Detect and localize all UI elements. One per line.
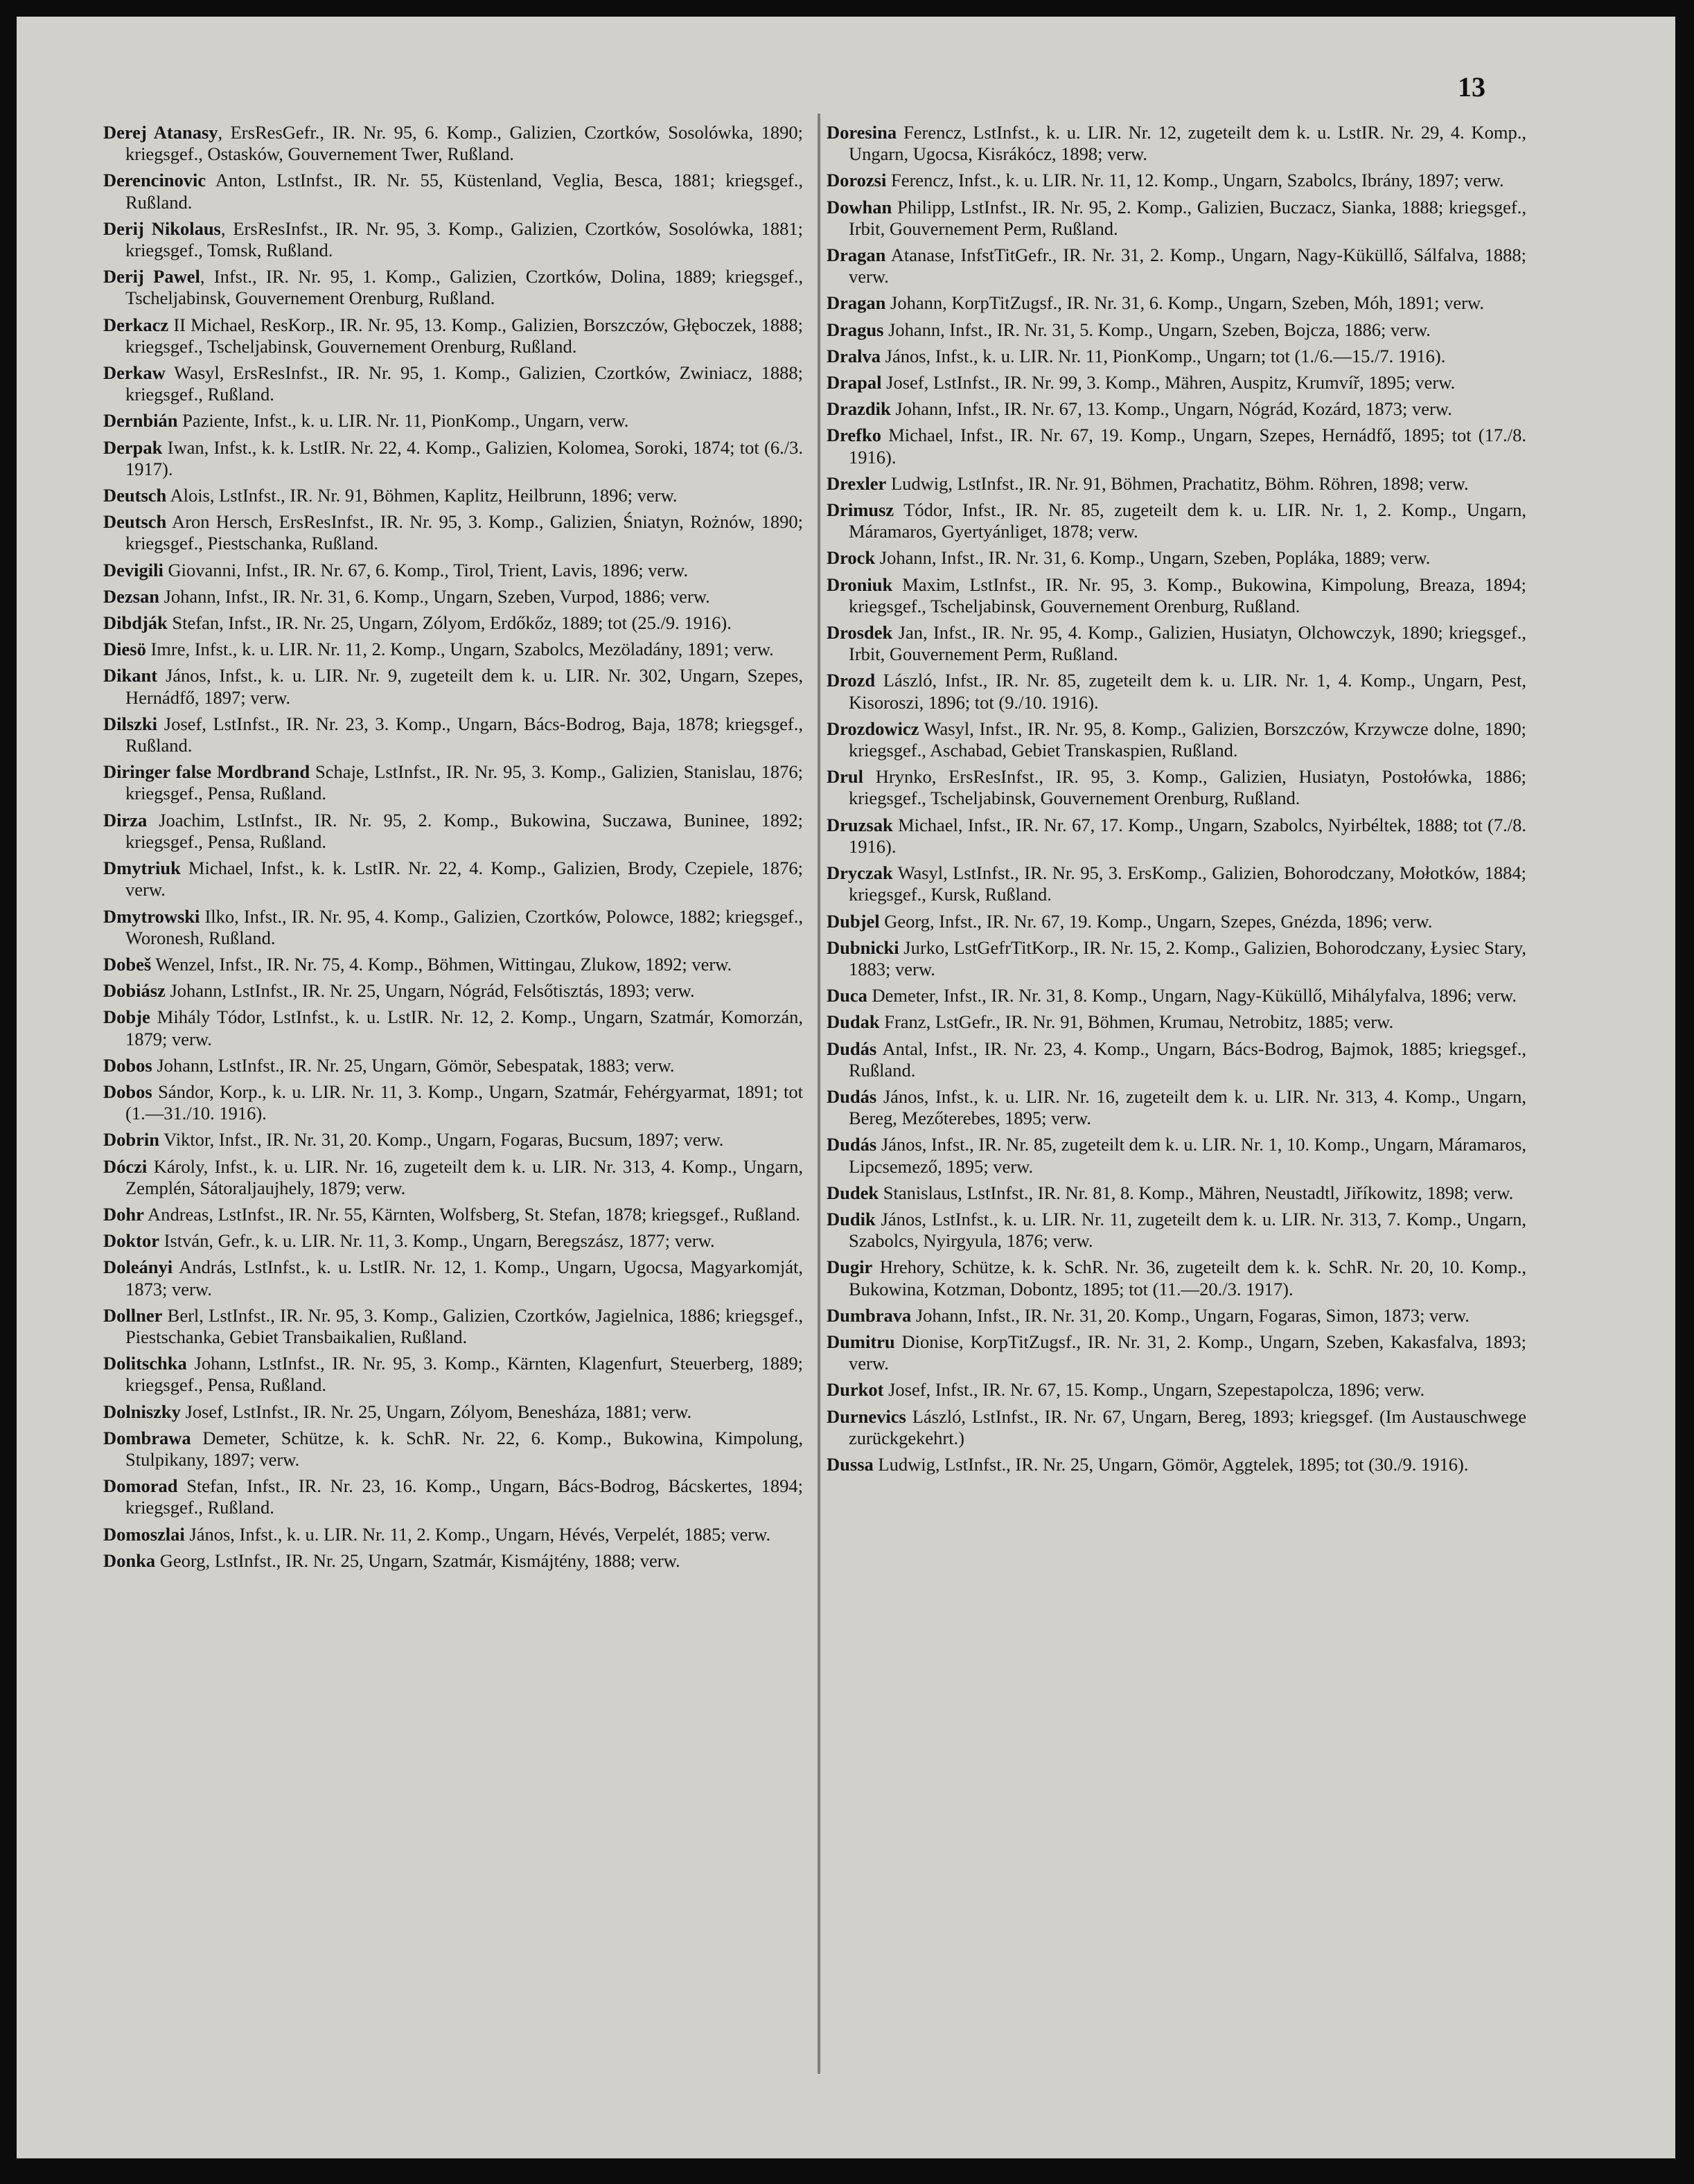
entry-surname: Donka: [103, 1550, 156, 1571]
entry-surname: Drexler: [827, 472, 887, 494]
entry-surname: Derij Nikolaus: [103, 217, 221, 239]
entry-surname: Domoszlai: [103, 1523, 185, 1545]
entry-surname: Drefko: [827, 425, 881, 446]
entry-surname: Derencinovic: [103, 170, 206, 191]
list-entry: [103, 810, 803, 853]
entry-surname: Dragus: [827, 319, 884, 340]
entry-surname: Dowhan: [827, 196, 892, 217]
list-entry: [103, 170, 803, 213]
list-entry: [103, 511, 803, 554]
entry-details: János, Infst., k. u. LIR. Nr. 11, 2. Komp., Ungarn, Hévés, Verpelét, 1885; verw.: [184, 1523, 771, 1545]
entry-surname: Dilszki: [103, 713, 158, 734]
list-entry: [827, 1011, 1526, 1033]
entry-details: János, Infst., k. u. LIR. Nr. 9, zugeteilt dem k. u. LIR. Nr. 302, Ungarn, Szepes, Hernádfő, 1897; verw.: [125, 665, 803, 708]
entry-details: Wasyl, ErsResInfst., IR. Nr. 95, 1. Komp., Galizien, Czortków, Zwiniacz, 1888; kriegsgef., Rußland.: [125, 362, 803, 405]
list-entry: [827, 1305, 1526, 1326]
entry-details: Andreas, LstInfst., IR. Nr. 55, Kärnten, Wolfsberg, St. Stefan, 1878; kriegsgef., Rußland.: [143, 1203, 800, 1225]
entry-surname: Droniuk: [827, 574, 893, 595]
list-entry: [103, 980, 803, 1002]
list-entry: [103, 1475, 803, 1518]
list-entry: [827, 1086, 1526, 1129]
list-entry: [103, 1428, 803, 1471]
entry-details: Dionise, KorpTitZugsf., IR. Nr. 31, 2. Komp., Ungarn, Szeben, Kakasfalva, 1893; verw.: [849, 1331, 1526, 1374]
list-entry: [103, 1129, 803, 1151]
page-number: 13: [1458, 71, 1485, 103]
list-entry: [103, 560, 803, 581]
entry-surname: Dohr: [103, 1203, 144, 1225]
entry-surname: Deutsch: [103, 485, 167, 506]
entry-surname: Dikant: [103, 665, 158, 686]
entry-details: András, LstInfst., k. u. LstIR. Nr. 12, 1. Komp., Ungarn, Ugocsa, Magyarkomját, 1873; verw.: [125, 1257, 803, 1299]
entry-surname: Dernbián: [103, 410, 178, 432]
list-entry: [103, 266, 803, 309]
entry-details: Josef, LstInfst., IR. Nr. 99, 3. Komp., Mähren, Auspitz, Krumvíř, 1895; verw.: [881, 372, 1456, 393]
entry-surname: Drul: [827, 766, 863, 788]
entry-surname: Dezsan: [103, 585, 159, 607]
entry-details: János, Infst., IR. Nr. 85, zugeteilt dem k. u. LIR. Nr. 1, 10. Komp., Ungarn, Máramaros, Lipcsemező, 1895; verw.: [849, 1134, 1526, 1177]
entry-surname: Dudak: [827, 1011, 880, 1033]
list-entry: [827, 1406, 1526, 1449]
entry-details: Georg, Infst., IR. Nr. 67, 19. Komp., Ungarn, Szepes, Gnézda, 1896; verw.: [879, 910, 1433, 932]
entry-details: , Infst., IR. Nr. 95, 1. Komp., Galizien, Czortków, Dolina, 1889; kriegsgef., Tscheljabinsk, Gouvernement Orenburg, Rußland.: [125, 266, 803, 309]
entry-details: Johann, Infst., IR. Nr. 67, 13. Komp., Ungarn, Nógrád, Kozárd, 1873; verw.: [890, 398, 1452, 420]
list-entry: [827, 197, 1526, 240]
entry-surname: Drosdek: [827, 622, 893, 643]
entry-details: Berl, LstInfst., IR. Nr. 95, 3. Komp., Galizien, Czortków, Jagielnica, 1886; kriegsgef., Piestschanka, Gebiet Transbaikalien, Rußland.: [125, 1304, 803, 1347]
right-column: [827, 122, 1526, 1480]
entry-surname: Dryczak: [827, 862, 893, 884]
entry-surname: Druzsak: [827, 814, 893, 835]
entry-details: Giovanni, Infst., IR. Nr. 67, 6. Komp., Tirol, Trient, Lavis, 1896; verw.: [163, 559, 689, 580]
entry-surname: Durnevics: [827, 1405, 906, 1427]
entry-details: Philipp, LstInfst., IR. Nr. 95, 2. Komp., Galizien, Buczacz, Sianka, 1888; kriegsgef., Irbit, Gouvernement Perm, Rußland.: [849, 196, 1526, 239]
entry-surname: Dudik: [827, 1208, 876, 1229]
entry-details: Joachim, LstInfst., IR. Nr. 95, 2. Komp., Bukowina, Suczawa, Buninee, 1892; kriegsgef., Pensa, Rußland.: [125, 809, 803, 852]
entry-surname: Dobos: [103, 1054, 152, 1076]
entry-details: Ludwig, LstInfst., IR. Nr. 91, Böhmen, Prachatitz, Böhm. Röhren, 1898; verw.: [886, 472, 1469, 494]
entry-details: Sándor, Korp., k. u. LIR. Nr. 11, 3. Komp., Ungarn, Szatmár, Fehérgyarmat, 1891; tot (1.—31./10. 1916).: [125, 1081, 803, 1124]
entry-details: János, LstInfst., k. u. LIR. Nr. 11, zugeteilt dem k. u. LIR. Nr. 313, 7. Komp., Ungarn, Szabolcs, Nyirgyula, 1876; verw.: [849, 1208, 1526, 1252]
entry-details: Mihály Tódor, LstInfst., k. u. LstIR. Nr. 12, 2. Komp., Ungarn, Szatmár, Komorzán, 1879; verw.: [125, 1006, 803, 1049]
entry-details: Anton, LstInfst., IR. Nr. 55, Küstenland, Veglia, Besca, 1881; kriegsgef., Rußland.: [125, 170, 803, 213]
list-entry: [827, 499, 1526, 542]
entry-surname: Diesö: [103, 639, 146, 660]
entry-surname: Derpak: [103, 436, 163, 458]
list-entry: [103, 1230, 803, 1252]
entry-surname: Doresina: [827, 122, 897, 143]
list-entry: [103, 639, 803, 660]
entry-details: Tódor, Infst., IR. Nr. 85, zugeteilt dem k. u. LIR. Nr. 1, 2. Komp., Ungarn, Máramaros, Gyertyánliget, 1878; verw.: [849, 499, 1526, 542]
list-entry: [827, 1209, 1526, 1252]
list-entry: [827, 425, 1526, 468]
list-entry: [827, 670, 1526, 713]
list-entry: [103, 1257, 803, 1299]
entry-surname: Domorad: [103, 1475, 178, 1497]
entry-surname: Dubnicki: [827, 936, 899, 958]
entry-details: Johann, LstInfst., IR. Nr. 25, Ungarn, Nógrád, Felsőtisztás, 1893; verw.: [165, 980, 695, 1002]
list-entry: [103, 218, 803, 261]
entry-details: Wasyl, Infst., IR. Nr. 95, 8. Komp., Galizien, Borszczów, Krzywcze dolne, 1890; kriegsgef., Aschabad, Gebiet Transkaspien, Rußland.: [849, 718, 1526, 761]
entry-surname: Dubjel: [827, 910, 880, 932]
list-entry: [827, 622, 1526, 665]
entry-surname: Diringer false Mordbrand: [103, 761, 310, 783]
list-entry: [827, 547, 1526, 569]
list-entry: [103, 713, 803, 756]
entry-surname: Dragan: [827, 292, 886, 314]
entry-surname: Durkot: [827, 1379, 884, 1401]
list-entry: [103, 362, 803, 405]
entry-details: Johann, Infst., IR. Nr. 31, 5. Komp., Ungarn, Szeben, Bojcza, 1886; verw.: [883, 319, 1431, 340]
entry-surname: Dobje: [103, 1006, 150, 1028]
entry-details: Josef, LstInfst., IR. Nr. 23, 3. Komp., Ungarn, Bács-Bodrog, Baja, 1878; kriegsgef., Rußland.: [125, 713, 803, 756]
entry-details: Michael, Infst., IR. Nr. 67, 17. Komp., Ungarn, Szabolcs, Nyirbéltek, 1888; tot (7./8. 1916).: [849, 814, 1526, 857]
list-entry: [103, 1204, 803, 1225]
list-entry: [103, 1524, 803, 1545]
entry-details: Georg, LstInfst., IR. Nr. 25, Ungarn, Szatmár, Kismájtény, 1888; verw.: [155, 1550, 680, 1571]
entry-surname: Doleányi: [103, 1257, 173, 1278]
entry-details: Johann, Infst., IR. Nr. 31, 6. Komp., Ungarn, Szeben, Popláka, 1889; verw.: [875, 547, 1431, 569]
list-entry: [827, 1182, 1526, 1204]
entry-details: Stanislaus, LstInfst., IR. Nr. 81, 8. Komp., Mähren, Neustadtl, Jiříkowitz, 1898; verw.: [879, 1182, 1514, 1203]
entry-details: Maxim, LstInfst., IR. Nr. 95, 3. Komp., Bukowina, Kimpolung, Breaza, 1894; kriegsgef., Tscheljabinsk, Gouvernement Orenburg, Rußland.: [849, 574, 1526, 616]
entry-surname: Drozd: [827, 670, 876, 691]
entry-surname: Derkaw: [103, 362, 166, 384]
list-entry: [103, 122, 803, 165]
list-entry: [827, 1379, 1526, 1401]
list-entry: [103, 485, 803, 506]
entry-details: Hrynko, ErsResInfst., IR. 95, 3. Komp., Galizien, Husiatyn, Postołówka, 1886; kriegsgef., Tscheljabinsk, Gouvernement Orenburg, Rußland.: [849, 766, 1526, 809]
entry-details: Paziente, Infst., k. u. LIR. Nr. 11, PionKomp., Ungarn, verw.: [177, 410, 629, 432]
list-entry: [827, 574, 1526, 617]
list-entry: [103, 1081, 803, 1124]
entry-details: Wenzel, Infst., IR. Nr. 75, 4. Komp., Böhmen, Wittingau, Zlukow, 1892; verw.: [151, 953, 732, 975]
list-entry: [827, 1038, 1526, 1081]
list-entry: [827, 937, 1526, 980]
entry-surname: Devigili: [103, 559, 164, 580]
list-entry: [827, 1257, 1526, 1299]
entry-surname: Dibdják: [103, 612, 168, 634]
entry-details: Károly, Infst., k. u. LIR. Nr. 16, zugeteilt dem k. u. LIR. Nr. 313, 4. Komp., Ungarn, Zemplén, Sátoraljaujhely, 1879; verw.: [125, 1155, 803, 1198]
list-entry: [827, 245, 1526, 287]
list-entry: [103, 1006, 803, 1049]
list-entry: [827, 862, 1526, 905]
list-entry: [103, 761, 803, 804]
entry-details: Stefan, Infst., IR. Nr. 23, 16. Komp., Ungarn, Bács-Bodrog, Bácskertes, 1894; kriegsgef., Rußland.: [125, 1475, 803, 1518]
list-entry: [103, 1305, 803, 1348]
entry-surname: Dmytrowski: [103, 905, 200, 927]
entry-details: László, Infst., IR. Nr. 85, zugeteilt dem k. u. LIR. Nr. 1, 4. Komp., Ungarn, Pest, Kisoroszi, 1896; tot (9./10. 1916).: [849, 670, 1526, 713]
entry-surname: Dumbrava: [827, 1304, 912, 1326]
entry-surname: Dralva: [827, 345, 881, 366]
entry-details: Ilko, Infst., IR. Nr. 95, 4. Komp., Galizien, Czortków, Polowce, 1882; kriegsgef., Woronesh, Rußland.: [125, 905, 803, 948]
entry-details: , ErsResGefr., IR. Nr. 95, 6. Komp., Galizien, Czortków, Sosolówka, 1890; kriegsgef., Ostasków, Gouvernement Twer, Rußland.: [125, 122, 803, 165]
list-entry: [103, 314, 803, 357]
list-entry: [827, 398, 1526, 420]
list-entry: [103, 858, 803, 900]
entry-details: Jurko, LstGefrTitKorp., IR. Nr. 15, 2. Komp., Galizien, Bohorodczany, Łysiec Stary, 1883; verw.: [849, 936, 1526, 979]
list-entry: [103, 906, 803, 949]
entry-details: Johann, LstInfst., IR. Nr. 95, 3. Komp., Kärnten, Klagenfurt, Steuerberg, 1889; kriegsgef., Pensa, Rußland.: [125, 1353, 803, 1396]
list-entry: [103, 954, 803, 975]
entry-details: Ferencz, Infst., k. u. LIR. Nr. 11, 12. Komp., Ungarn, Szabolcs, Ibrány, 1897; verw.: [886, 170, 1504, 191]
entry-details: Josef, LstInfst., IR. Nr. 25, Ungarn, Zólyom, Benesháza, 1881; verw.: [180, 1401, 692, 1422]
left-column: [103, 122, 803, 1577]
entry-details: Viktor, Infst., IR. Nr. 31, 20. Komp., Ungarn, Fogaras, Bucsum, 1897; verw.: [159, 1129, 724, 1151]
entry-surname: Doktor: [103, 1230, 159, 1252]
entry-details: Alois, LstInfst., IR. Nr. 91, Böhmen, Kaplitz, Heilbrunn, 1896; verw.: [166, 485, 678, 506]
entry-surname: Dolniszky: [103, 1401, 181, 1422]
list-entry: [827, 346, 1526, 367]
list-entry: [827, 372, 1526, 393]
entry-surname: Dudás: [827, 1038, 877, 1059]
entry-surname: Dombrawa: [103, 1427, 191, 1448]
entry-details: Michael, Infst., k. k. LstIR. Nr. 22, 4. Komp., Galizien, Brody, Czepiele, 1876; verw.: [125, 858, 803, 900]
entry-details: Hrehory, Schütze, k. k. SchR. Nr. 36, zugeteilt dem k. k. SchR. Nr. 20, 10. Komp., Bukowina, Kotzman, Dobontz, 1895; tot (11.—20./3. 1917).: [849, 1257, 1526, 1299]
entry-details: Imre, Infst., k. u. LIR. Nr. 11, 2. Komp., Ungarn, Szabolcs, Mezöladány, 1891; verw.: [145, 639, 774, 660]
entry-details: Demeter, Schütze, k. k. SchR. Nr. 22, 6. Komp., Bukowina, Kimpolung, Stulpikany, 1897; verw.: [125, 1427, 803, 1470]
entry-details: István, Gefr., k. u. LIR. Nr. 11, 3. Komp., Ungarn, Beregszász, 1877; verw.: [159, 1230, 715, 1252]
entry-surname: Dobos: [103, 1081, 152, 1102]
entry-surname: Derkacz: [103, 314, 169, 335]
entry-surname: Dudek: [827, 1182, 879, 1203]
entry-surname: Drock: [827, 547, 876, 569]
entry-details: Johann, Infst., IR. Nr. 31, 6. Komp., Ungarn, Szeben, Vurpod, 1886; verw.: [159, 585, 710, 607]
entry-details: Demeter, Infst., IR. Nr. 31, 8. Komp., Ungarn, Nagy-Küküllő, Mihályfalva, 1896; verw.: [867, 985, 1517, 1006]
entry-surname: Dudás: [827, 1134, 877, 1155]
list-entry: [103, 586, 803, 607]
entry-details: Johann, Infst., IR. Nr. 31, 20. Komp., Ungarn, Fogaras, Simon, 1873; verw.: [911, 1304, 1470, 1326]
entry-details: Ferencz, LstInfst., k. u. LIR. Nr. 12, zugeteilt dem k. u. LstIR. Nr. 29, 4. Komp., Ungarn, Ugocsa, Kisrákócz, 1898; verw.: [849, 122, 1526, 165]
entry-details: János, Infst., k. u. LIR. Nr. 11, PionKomp., Ungarn; tot (1./6.—15./7. 1916).: [881, 345, 1446, 366]
entry-surname: Dirza: [103, 809, 148, 831]
entry-surname: Dumitru: [827, 1331, 895, 1352]
list-entry: [103, 1353, 803, 1396]
entry-surname: Dudás: [827, 1085, 877, 1107]
entry-surname: Dobeš: [103, 953, 152, 975]
entry-details: Iwan, Infst., k. k. LstIR. Nr. 22, 4. Komp., Galizien, Kolomea, Soroki, 1874; tot (6./3. 1917).: [125, 436, 803, 479]
entry-details: Jan, Infst., IR. Nr. 95, 4. Komp., Galizien, Husiatyn, Olchowczyk, 1890; kriegsgef., Irbit, Gouvernement Perm, Rußland.: [849, 622, 1526, 665]
list-entry: [827, 473, 1526, 495]
entry-details: János, Infst., k. u. LIR. Nr. 16, zugeteilt dem k. u. LIR. Nr. 313, 4. Komp., Ungarn, Bereg, Mezőterebes, 1895; verw.: [849, 1085, 1526, 1129]
entry-details: Michael, Infst., IR. Nr. 67, 19. Komp., Ungarn, Szepes, Hernádfő, 1895; tot (17./8. 1916).: [849, 425, 1526, 468]
entry-details: Atanase, InfstTitGefr., IR. Nr. 31, 2. Komp., Ungarn, Nagy-Küküllő, Sálfalva, 1888; verw.: [849, 245, 1526, 287]
entry-surname: Derej Atanasy: [103, 122, 218, 143]
list-entry: [827, 319, 1526, 341]
document-page: [17, 17, 1675, 2158]
entry-surname: Duca: [827, 985, 867, 1006]
list-entry: [103, 1401, 803, 1423]
list-entry: [827, 718, 1526, 761]
list-entry: [103, 1550, 803, 1572]
list-entry: [827, 1454, 1526, 1475]
entry-surname: Drapal: [827, 372, 882, 393]
list-entry: [103, 1156, 803, 1199]
entry-details: László, LstInfst., IR. Nr. 67, Ungarn, Bereg, 1893; kriegsgef. (Im Austauschwege zurückgekehrt.): [849, 1405, 1526, 1448]
entry-surname: Drimusz: [827, 499, 894, 521]
list-entry: [103, 665, 803, 708]
column-divider: [818, 114, 820, 2074]
entry-details: Franz, LstGefr., IR. Nr. 91, Böhmen, Krumau, Netrobitz, 1885; verw.: [879, 1011, 1394, 1033]
entry-surname: Dóczi: [103, 1155, 148, 1177]
list-entry: [827, 122, 1526, 165]
list-entry: [827, 815, 1526, 858]
list-entry: [827, 292, 1526, 314]
list-entry: [827, 985, 1526, 1006]
entry-surname: Drazdik: [827, 398, 891, 420]
entry-details: Josef, Infst., IR. Nr. 67, 15. Komp., Ungarn, Szepestapolcza, 1896; verw.: [883, 1379, 1425, 1401]
entry-surname: Dmytriuk: [103, 858, 181, 879]
entry-surname: Dollner: [103, 1304, 163, 1326]
list-entry: [103, 1055, 803, 1076]
entry-details: Schaje, LstInfst., IR. Nr. 95, 3. Komp., Galizien, Stanislau, 1876; kriegsgef., Pensa, Rußland.: [125, 761, 803, 804]
entry-details: Stefan, Infst., IR. Nr. 25, Ungarn, Zólyom, Erdőkőz, 1889; tot (25./9. 1916).: [167, 612, 732, 634]
entry-surname: Dobrin: [103, 1129, 159, 1151]
entry-surname: Dugir: [827, 1257, 873, 1278]
list-entry: [103, 437, 803, 480]
list-entry: [827, 911, 1526, 932]
entry-details: Johann, LstInfst., IR. Nr. 25, Ungarn, Gömör, Sebespatak, 1883; verw.: [152, 1054, 675, 1076]
entry-surname: Derij Pawel: [103, 266, 200, 287]
entry-details: Johann, KorpTitZugsf., IR. Nr. 31, 6. Komp., Ungarn, Szeben, Móh, 1891; verw.: [885, 292, 1485, 314]
entry-details: II Michael, ResKorp., IR. Nr. 95, 13. Komp., Galizien, Borszczów, Głęboczek, 1888; kriegsgef., Tscheljabinsk, Gouvernement Orenburg, Rußland.: [125, 314, 803, 357]
entry-details: , ErsResInfst., IR. Nr. 95, 3. Komp., Galizien, Czortków, Sosolówka, 1881; kriegsgef., Tomsk, Rußland.: [125, 217, 803, 261]
entry-surname: Dussa: [827, 1453, 874, 1475]
entry-surname: Dorozsi: [827, 170, 887, 191]
list-entry: [827, 766, 1526, 809]
entry-details: Antal, Infst., IR. Nr. 23, 4. Komp., Ungarn, Bács-Bodrog, Bajmok, 1885; kriegsgef., Rußland.: [849, 1038, 1526, 1081]
entry-details: Wasyl, LstInfst., IR. Nr. 95, 3. ErsKomp., Galizien, Bohorodczany, Mołotków, 1884; kriegsgef., Kursk, Rußland.: [849, 862, 1526, 905]
entry-details: Aron Hersch, ErsResInfst., IR. Nr. 95, 3. Komp., Galizien, Śniatyn, Rożnów, 1890; kriegsgef., Piestschanka, Rußland.: [125, 511, 803, 554]
entry-surname: Drozdowicz: [827, 718, 919, 739]
entry-surname: Dolitschka: [103, 1353, 187, 1374]
entry-surname: Dobiász: [103, 980, 166, 1002]
list-entry: [103, 410, 803, 432]
entry-surname: Deutsch: [103, 511, 167, 533]
list-entry: [103, 612, 803, 634]
list-entry: [827, 1331, 1526, 1374]
list-entry: [827, 170, 1526, 191]
entry-details: Ludwig, LstInfst., IR. Nr. 25, Ungarn, Gömör, Aggtelek, 1895; tot (30./9. 1916).: [873, 1453, 1469, 1475]
entry-surname: Dragan: [827, 245, 886, 266]
list-entry: [827, 1134, 1526, 1177]
